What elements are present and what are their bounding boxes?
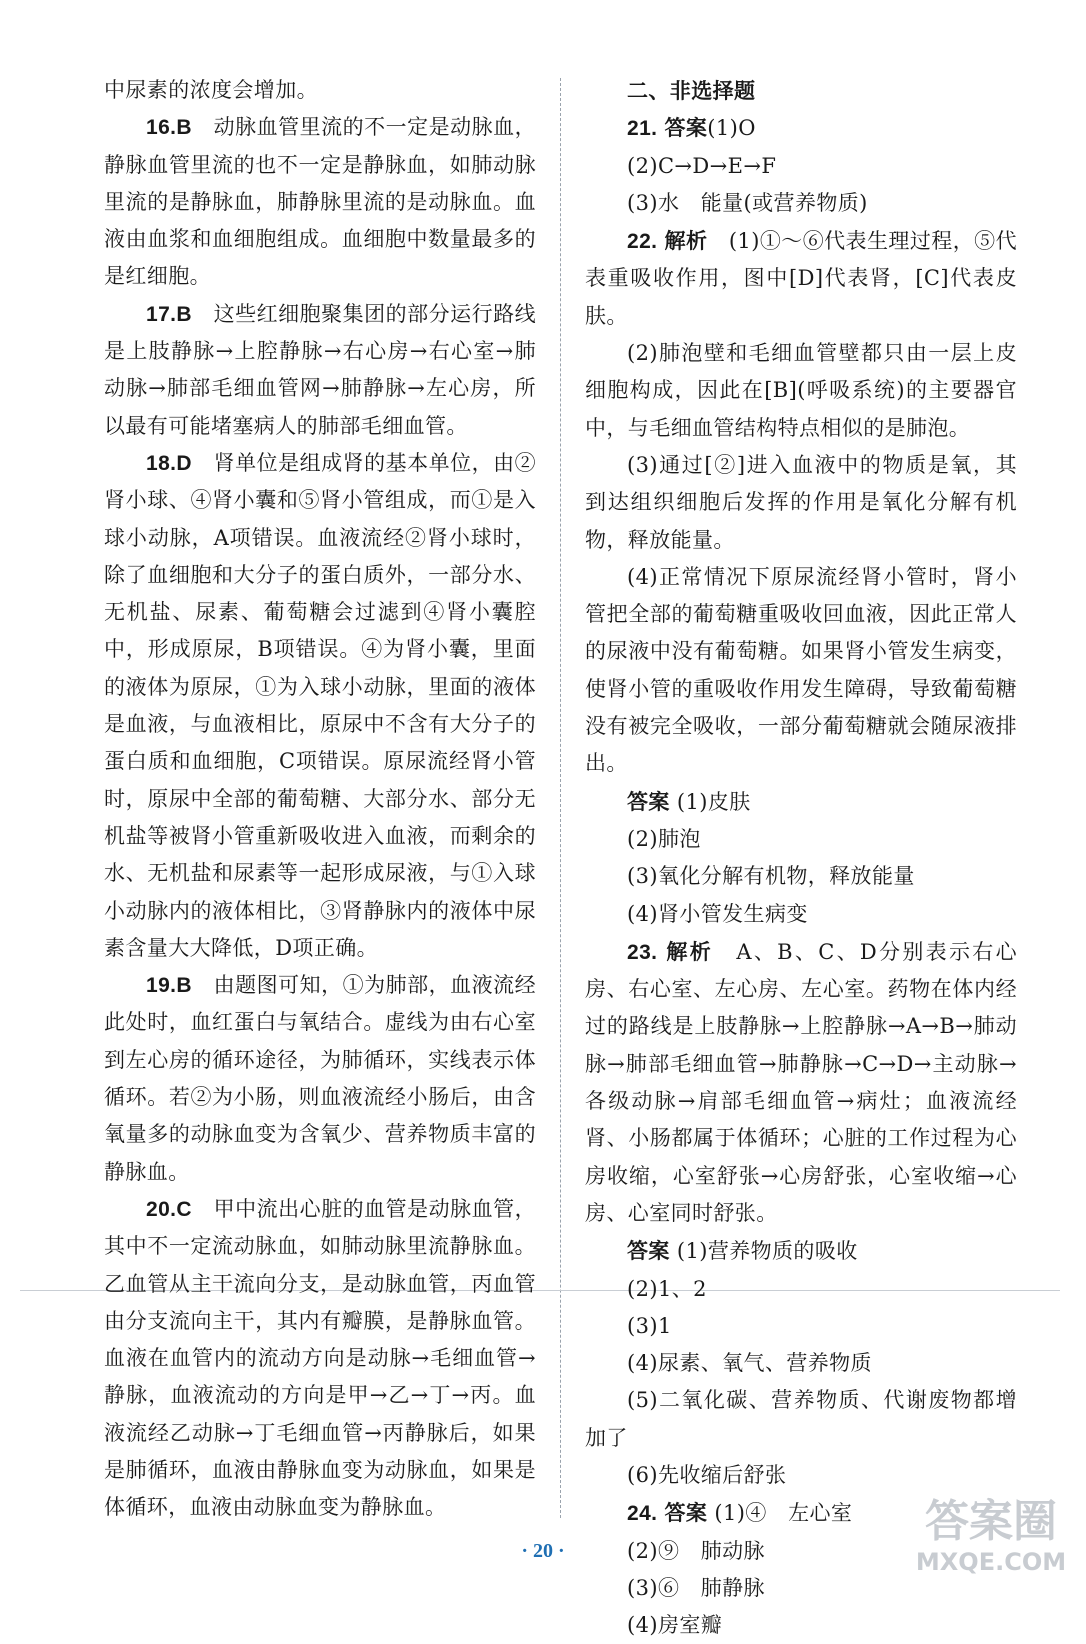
answer-21 xyxy=(585,109,1017,147)
analysis-label: 解析 xyxy=(664,228,708,254)
answer-letter: B xyxy=(176,302,192,326)
answer-line: (2)1、2 xyxy=(627,1276,707,1301)
answer-line: (4)房室瓣 xyxy=(627,1613,723,1638)
answer-20 xyxy=(104,1191,536,1527)
answer-23 xyxy=(585,933,1017,1232)
explanation: 这些红细胞聚集团的部分运行路线是上肢静脉→上腔静脉→右心房→右心室→肺动脉→肺部毛细血管网→肺静脉→左心房，所以最有可能堵塞病人的肺部毛细血管。 xyxy=(104,301,537,438)
question-number: 18. xyxy=(146,451,177,475)
answer-label: 答案 xyxy=(664,115,708,141)
answer-18 xyxy=(104,445,536,967)
analysis-text: (2)肺泡壁和毛细血管壁都只由一层上皮细胞构成，因此在[B](呼吸系统)的主要器官中，与毛细血管结构特点相似的是肺泡。 xyxy=(585,341,1017,440)
answer-line: (2)肺泡 xyxy=(627,826,701,851)
analysis-text: (1)①～⑥代表生理过程，⑤代表重吸收作用，图中[D]代表肾，[C]代表皮肤。 xyxy=(585,229,1017,328)
page-number: · 20 · xyxy=(521,1540,565,1562)
answer-line: (3)水 能量(或营养物质) xyxy=(627,190,868,215)
question-number: 22. xyxy=(627,230,658,254)
explanation: 肾单位是组成肾的基本单位，由②肾小球、④肾小囊和⑤肾小管组成，而①是入球小动脉，A项错误。血液流经②肾小球时，除了血细胞和大分子的蛋白质外，一部分水、无机盐、尿素、葡萄糖会过滤到④肾小囊腔中，形成原尿，B项错误。④为肾小囊，里面的液体为原尿，①为入球小动脉，里面的液体是血液，与血液相比，原尿中不含有大分子的蛋白质和血细胞，C项错误。原尿流经肾小管时，原尿中全部的葡萄糖、大部分水、部分无机盐等被肾小管重新吸收进入血液，而剩余的水、无机盐和尿素等一起形成尿液，与①入球小动脉内的液体相比，③肾静脉内的液体中尿素含量大大降低，D项正确。 xyxy=(104,450,537,960)
explanation: 由题图可知，①为肺部，血液流经此处时，血红蛋白与氧结合。虚线为由右心室到左心房的循环途径，为肺循环，实线表示体循环。若②为小肠，则血液流经小肠后，由含氧量多的动脉血变为含氧少、营养物质丰富的静脉血。 xyxy=(104,973,537,1184)
answer-letter: C xyxy=(176,1197,192,1221)
answer-block xyxy=(585,783,1017,821)
answer-line: (1)④ 左心室 xyxy=(714,1501,853,1526)
answer-label: 答案 xyxy=(627,1238,670,1264)
answer-line: (2)C→D→E→F xyxy=(627,153,777,178)
question-number: 19. xyxy=(146,974,177,998)
analysis-label: 解析 xyxy=(666,938,714,964)
answer-line: (1)皮肤 xyxy=(676,789,751,814)
explanation: 动脉血管里流的不一定是动脉血，静脉血管里流的也不一定是静脉血，如肺动脉里流的是静脉血，肺静脉里流的是动脉血。血液由血浆和血细胞组成。血细胞中数量最多的是红细胞。 xyxy=(104,115,537,289)
answer-line: (4)肾小管发生病变 xyxy=(627,901,808,926)
answer-line: (1)O xyxy=(707,116,756,141)
explanation: 甲中流出心脏的血管是动脉血管，其中不一定流动脉血，如肺动脉里流静脉血。乙血管从主干流向分支，是动脉血管，丙血管由分支流向主干，其内有瓣膜，是静脉血管。血液在血管内的流动方向是动脉→毛细血管→静脉，血液流动的方向是甲→乙→丁→丙。血液流经乙动脉→丁毛细血管→丙静脉后，如果是肺循环，血液由静脉血变为动脉血，如果是体循环，血液由动脉血变为静脉血。 xyxy=(104,1196,537,1520)
watermark-line2: MXQE.COM xyxy=(916,1548,1066,1576)
answer-line: (2)⑨ 肺动脉 xyxy=(627,1538,765,1563)
continued-text: 中尿素的浓度会增加。 xyxy=(104,78,318,102)
answer-line: (5)二氧化碳、营养物质、代谢废物都增加了 xyxy=(585,1388,1017,1450)
answer-label: 答案 xyxy=(627,788,670,814)
answer-line: (3)氧化分解有机物，释放能量 xyxy=(627,864,915,889)
question-number: 17. xyxy=(146,302,177,326)
question-number: 23. xyxy=(627,940,658,964)
left-column xyxy=(104,72,536,1527)
question-number: 16. xyxy=(146,116,177,140)
answer-label: 答案 xyxy=(664,1500,708,1526)
answer-19 xyxy=(104,967,536,1191)
column-divider xyxy=(560,78,561,1518)
answer-letter: B xyxy=(176,116,192,140)
question-number: 20. xyxy=(146,1197,177,1221)
section-title: 二、非选择题 xyxy=(627,78,756,103)
answer-line: (3)1 xyxy=(627,1313,672,1338)
watermark-logo xyxy=(916,1478,1066,1578)
analysis-text: (4)正常情况下原尿流经肾小管时，肾小管把全部的葡萄糖重吸收回血液，因此正常人的尿液中没有葡萄糖。如果肾小管发生病变，使肾小管的重吸收作用发生障碍，导致葡萄糖没有被完全吸收，一部分葡萄糖就会随尿液排出。 xyxy=(585,564,1017,776)
answer-letter: B xyxy=(176,974,192,998)
answer-line: (1)营养物质的吸收 xyxy=(676,1239,858,1264)
answer-22 xyxy=(585,222,1017,335)
answer-letter: D xyxy=(176,451,192,475)
analysis-text: A、B、C、D分别表示右心房、右心室、左心房、左心室。药物在体内经过的路线是上肢静脉→上腔静脉→A→B→肺动脉→肺部毛细血管→肺静脉→C→D→主动脉→各级动脉→肩部毛细血管→病灶；血液流经肾、小肠都属于体循环；心脏的工作过程为心房收缩，心室舒张→心房舒张，心室收缩→心房、心室同时舒张。 xyxy=(585,939,1017,1225)
answer-block xyxy=(585,1232,1017,1270)
answer-line: (6)先收缩后舒张 xyxy=(627,1462,787,1487)
analysis-text: (3)通过[②]进入血液中的物质是氧，其到达组织细胞后发挥的作用是氧化分解有机物，释放能量。 xyxy=(585,452,1017,552)
answer-16 xyxy=(104,109,536,295)
answer-17 xyxy=(104,296,536,445)
question-number: 21. xyxy=(627,117,658,141)
right-column xyxy=(585,72,1017,1644)
watermark-line1: 答案圈 xyxy=(925,1496,1057,1547)
answer-line: (4)尿素、氧气、营养物质 xyxy=(627,1351,872,1376)
answer-line: (3)⑥ 肺静脉 xyxy=(627,1575,765,1600)
question-number: 24. xyxy=(627,1502,658,1526)
